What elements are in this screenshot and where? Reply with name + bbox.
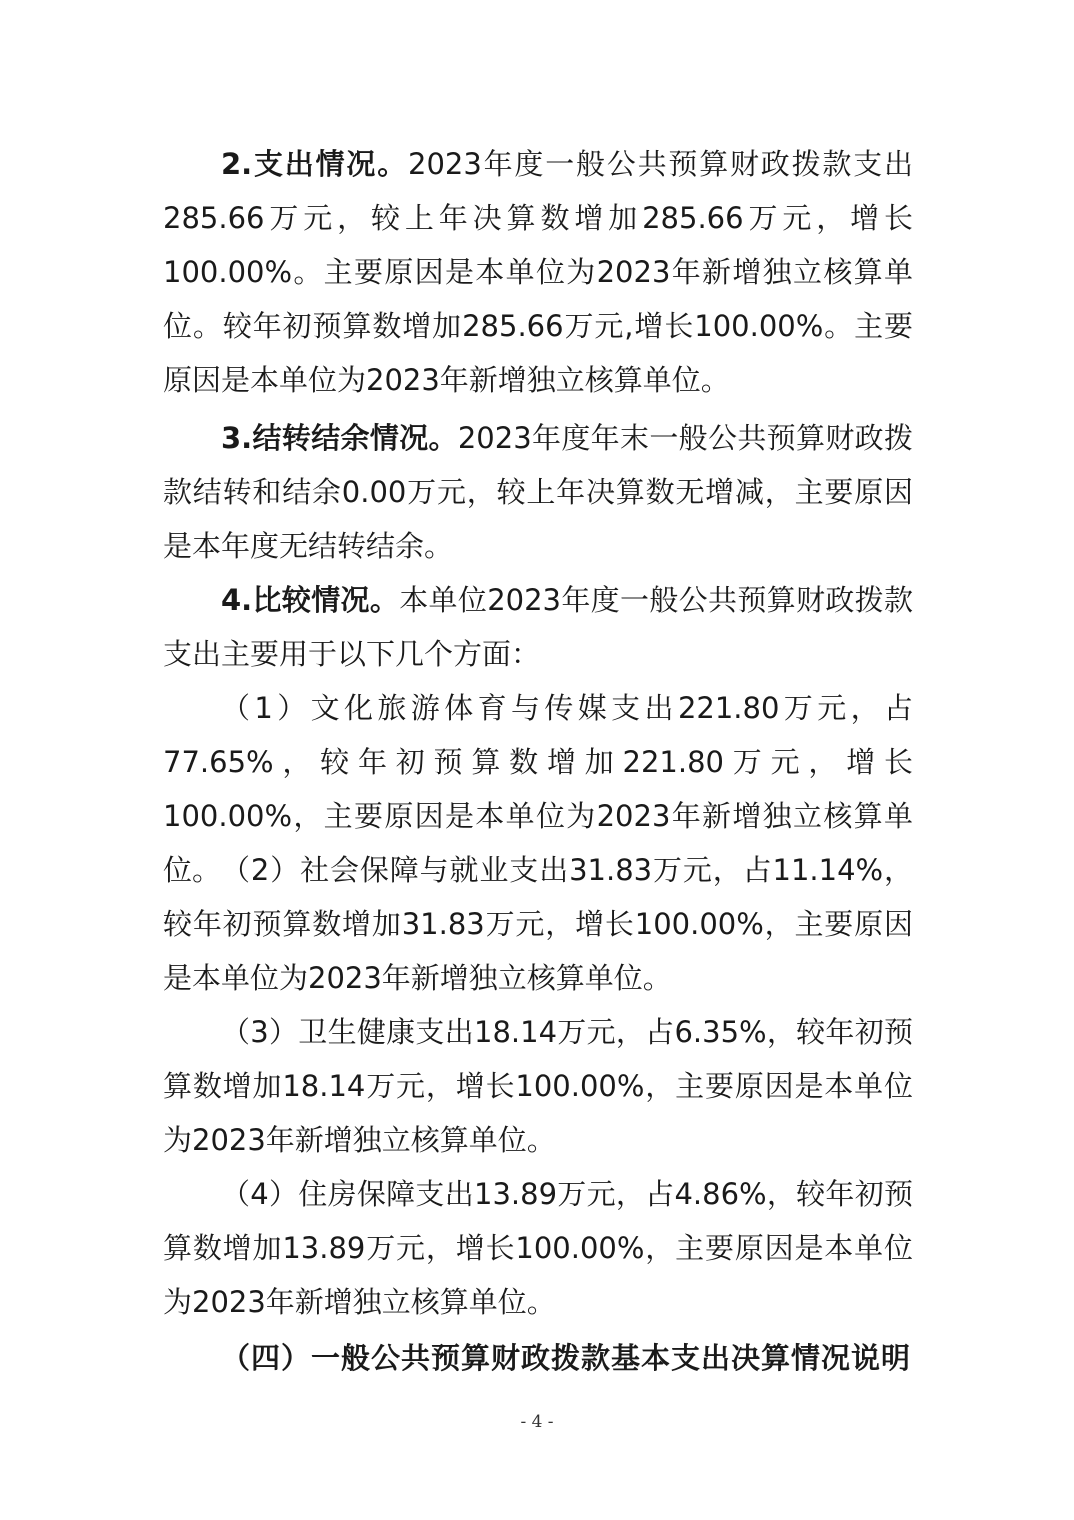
paragraph-lead: 4.比较情况。 bbox=[221, 583, 400, 617]
paragraph-carryover bbox=[163, 411, 913, 573]
paragraph-lead: 2.支出情况。 bbox=[221, 147, 408, 181]
paragraph-body: 2023年度年末一般公共预算财政拨款结转和结余0.00万元，较上年决算数无增减，主要原因是本年度无结转结余。 bbox=[163, 421, 913, 563]
paragraph-comparison-text bbox=[163, 573, 913, 681]
paragraph-expenditure-text bbox=[163, 137, 913, 407]
paragraph-body: 本单位2023年度一般公共预算财政拨款支出主要用于以下几个方面： bbox=[163, 583, 913, 671]
paragraph-expenditure bbox=[163, 137, 913, 407]
paragraph-lead: 3.结转结余情况。 bbox=[221, 421, 458, 455]
list-item: （4）住房保障支出13.89万元，占4.86%，较年初预算数增加13.89万元，增长100.00%，主要原因是本单位为2023年新增独立核算单位。 bbox=[163, 1177, 913, 1319]
paragraph-carryover-text bbox=[163, 411, 913, 573]
list-item: （1）文化旅游体育与传媒支出221.80万元，占77.65%，较年初预算数增加221.80万元，增长100.00%，主要原因是本单位为2023年新增独立核算单位。 bbox=[163, 691, 913, 887]
page-number: - 4 - bbox=[520, 1412, 554, 1432]
list-item: （3）卫生健康支出18.14万元，占6.35%，较年初预算数增加18.14万元，增长100.00%，主要原因是本单位为2023年新增独立核算单位。 bbox=[163, 1015, 913, 1157]
section-heading: （四）一般公共预算财政拨款基本支出决算情况说明 bbox=[221, 1341, 912, 1375]
paragraph-body: 2023年度一般公共预算财政拨款支出285.66万元，较上年决算数增加285.66万元，增长100.00%。主要原因是本单位为2023年新增独立核算单位。较年初预算数增加285.66万元,增长100.00%。主要原因是本单位为2023年新增独立核算单位。 bbox=[163, 147, 913, 397]
paragraph-comparison bbox=[163, 573, 913, 681]
list-item-health bbox=[163, 1005, 913, 1167]
list-item: （2）社会保障与就业支出31.83万元，占11.14%，较年初预算数增加31.83万元，增长100.00%，主要原因是本单位为2023年新增独立核算单位。 bbox=[163, 853, 913, 995]
list-item-social-security bbox=[163, 843, 913, 1005]
list-item-housing bbox=[163, 1167, 913, 1329]
